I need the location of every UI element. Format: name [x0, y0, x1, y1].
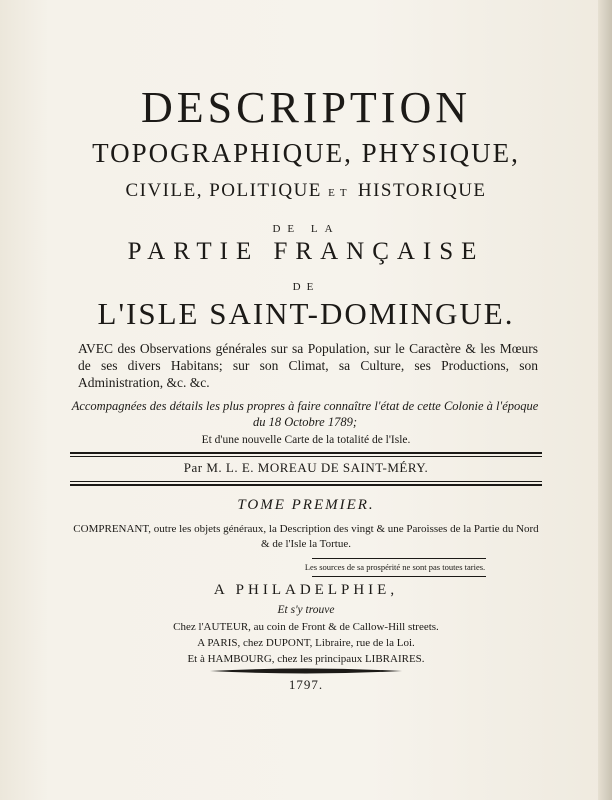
imprint-paris: A PARIS, chez DUPONT, Libraire, rue de la Loi. [197, 637, 415, 649]
epigraph-rule-top [312, 558, 486, 559]
title-partie-francaise: PARTIE FRANÇAISE [127, 238, 485, 265]
imprint-city: A PHILADELPHIE, [213, 582, 399, 598]
title-civile-et: ET [328, 187, 352, 199]
subtitle-accompagnees: Accompagnées des détails les plus propres à faire connaître l'état de cette Colonie à l'époque du 18 Octobre 1789; [71, 399, 539, 429]
title-civile [0, 180, 612, 202]
rule-bottom-thin [70, 481, 542, 482]
title-civile-a: CIVILE, POLITIQUE [125, 180, 322, 201]
author-line: Par M. L. E. MOREAU DE SAINT-MÉRY. [183, 460, 429, 475]
title-civile-c: HISTORIQUE [357, 180, 487, 201]
rule-top-thin [70, 456, 542, 457]
title-saint-domingue: L'ISLE SAINT-DOMINGUE. [97, 296, 515, 331]
comprenant-text: COMPRENANT, outre les objets généraux, la Description des vingt & une Paroisses de la Partie du Nord & de l'Isle la Tortue. [73, 523, 539, 550]
imprint-hambourg: Et à HAMBOURG, chez les principaux LIBRAIRES. [187, 653, 425, 665]
imprint-year: 1797. [288, 677, 324, 692]
epigraph-rule-bottom [312, 576, 486, 577]
rule-top-thick [70, 452, 542, 454]
imprint-auteur: Chez l'AUTEUR, au coin de Front & de Callow-Hill streets. [173, 621, 439, 633]
subtitle-avec: AVEC des Observations générales sur sa Population, sur le Caractère & les Mœurs de ses divers Habitans; sur son Climat, sa Culture, ses Productions, son Administration, &c. &c. [78, 341, 538, 390]
tome-premier: TOME PREMIER. [237, 497, 375, 513]
title-description: DESCRIPTION [140, 83, 472, 132]
title-de-la: DE LA [272, 223, 340, 235]
title-de: DE [292, 281, 320, 293]
ornament-rule-icon [208, 667, 404, 675]
subtitle-carte: Et d'une nouvelle Carte de la totalité de l'Isle. [201, 434, 411, 446]
rule-bottom-thick [70, 484, 542, 486]
title-topographique: TOPOGRAPHIQUE, PHYSIQUE, [92, 138, 520, 168]
imprint-trouve: Et s'y trouve [277, 604, 335, 616]
epigraph: Les sources de sa prospérité ne sont pas toutes taries. [304, 562, 486, 572]
